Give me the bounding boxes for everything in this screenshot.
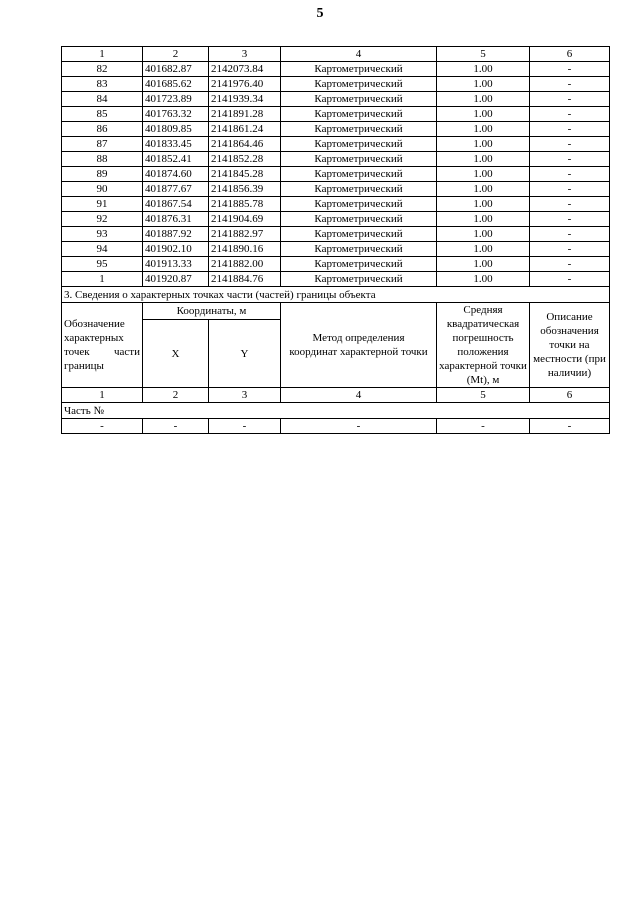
description-cell: - [530,122,610,137]
method-cell: Картометрический [281,62,437,77]
header-point-label-text: Обозначение характерных точек части границы [64,318,140,372]
description-cell: - [530,272,610,287]
mt-cell: 1.00 [437,107,530,122]
description-cell: - [530,197,610,212]
empty-cell: - [209,419,281,434]
mt-cell: 1.00 [437,272,530,287]
table-row [62,212,610,227]
table-row [62,92,610,107]
table-row [62,227,610,242]
x-coordinate-cell: 401867.54 [143,197,209,212]
description-cell: - [530,137,610,152]
method-cell: Картометрический [281,182,437,197]
page-number: 5 [316,6,324,21]
y-coordinate-cell: 2141891.28 [209,107,281,122]
method-cell: Картометрический [281,257,437,272]
method-cell: Картометрический [281,122,437,137]
x-coordinate-cell: 401763.32 [143,107,209,122]
mt-cell: 1.00 [437,77,530,92]
mt-cell: 1.00 [437,152,530,167]
description-cell: - [530,107,610,122]
col-number: 4 [281,388,437,403]
point-number-cell: 89 [62,167,143,182]
y-coordinate-cell: 2141861.24 [209,122,281,137]
method-cell: Картометрический [281,197,437,212]
part-number-label: Часть № [62,403,610,419]
description-cell: - [530,152,610,167]
y-coordinate-cell: 2141885.78 [209,197,281,212]
col-number: 2 [143,388,209,403]
header-point-label [62,303,143,388]
col-number: 1 [62,47,143,62]
y-coordinate-cell: 2141890.16 [209,242,281,257]
point-number-cell: 91 [62,197,143,212]
y-coordinate-cell: 2141856.39 [209,182,281,197]
mt-cell: 1.00 [437,122,530,137]
y-coordinate-cell: 2141904.69 [209,212,281,227]
table-row [62,272,610,287]
method-cell: Картометрический [281,92,437,107]
table-row [62,242,610,257]
point-number-cell: 92 [62,212,143,227]
y-coordinate-cell: 2141864.46 [209,137,281,152]
x-coordinate-cell: 401877.67 [143,182,209,197]
point-number-cell: 83 [62,77,143,92]
x-coordinate-cell: 401876.31 [143,212,209,227]
y-coordinate-cell: 2141976.40 [209,77,281,92]
empty-cell: - [281,419,437,434]
header-method: Метод определения координат характерной точки [281,303,437,388]
empty-part-row [62,419,610,434]
x-coordinate-cell: 401809.85 [143,122,209,137]
description-cell: - [530,257,610,272]
col-number: 6 [530,47,610,62]
point-number-cell: 86 [62,122,143,137]
mt-cell: 1.00 [437,242,530,257]
x-coordinate-cell: 401685.62 [143,77,209,92]
x-coordinate-cell: 401682.87 [143,62,209,77]
x-coordinate-cell: 401887.92 [143,227,209,242]
empty-cell: - [62,419,143,434]
section-3-header-row [62,303,610,320]
col-number: 3 [209,47,281,62]
x-coordinate-cell: 401902.10 [143,242,209,257]
empty-cell: - [143,419,209,434]
mt-cell: 1.00 [437,197,530,212]
header-mt: Средняя квадратическая погрешность положения характерной точки (Mt), м [437,303,530,388]
method-cell: Картометрический [281,167,437,182]
mt-cell: 1.00 [437,62,530,77]
table-row [62,257,610,272]
x-coordinate-cell: 401913.33 [143,257,209,272]
section-3-column-numbers-row [62,388,610,403]
col-number: 1 [62,388,143,403]
description-cell: - [530,92,610,107]
y-coordinate-cell: 2141939.34 [209,92,281,107]
header-x: X [143,320,209,388]
table-row [62,62,610,77]
header-y: Y [209,320,281,388]
col-number: 5 [437,47,530,62]
table-row [62,197,610,212]
column-numbers-row [62,47,610,62]
point-number-cell: 95 [62,257,143,272]
header-coords: Координаты, м [143,303,281,320]
y-coordinate-cell: 2141884.76 [209,272,281,287]
point-number-cell: 87 [62,137,143,152]
section-3-title: 3. Сведения о характерных точках части (частей) границы объекта [62,287,610,303]
y-coordinate-cell: 2141845.28 [209,167,281,182]
description-cell: - [530,227,610,242]
empty-cell: - [437,419,530,434]
method-cell: Картометрический [281,212,437,227]
point-number-cell: 85 [62,107,143,122]
description-cell: - [530,77,610,92]
method-cell: Картометрический [281,107,437,122]
point-number-cell: 1 [62,272,143,287]
x-coordinate-cell: 401852.41 [143,152,209,167]
point-number-cell: 93 [62,227,143,242]
description-cell: - [530,242,610,257]
description-cell: - [530,62,610,77]
header-desc: Описание обозначения точки на местности (при наличии) [530,303,610,388]
mt-cell: 1.00 [437,167,530,182]
x-coordinate-cell: 401874.60 [143,167,209,182]
empty-cell: - [530,419,610,434]
point-number-cell: 90 [62,182,143,197]
mt-cell: 1.00 [437,257,530,272]
method-cell: Картометрический [281,227,437,242]
col-number: 2 [143,47,209,62]
table-row [62,182,610,197]
col-number: 4 [281,47,437,62]
mt-cell: 1.00 [437,137,530,152]
point-number-cell: 82 [62,62,143,77]
point-number-cell: 88 [62,152,143,167]
table-row [62,137,610,152]
y-coordinate-cell: 2141882.97 [209,227,281,242]
method-cell: Картометрический [281,152,437,167]
description-cell: - [530,182,610,197]
coordinates-table [61,46,610,434]
table-row [62,107,610,122]
description-cell: - [530,212,610,227]
x-coordinate-cell: 401920.87 [143,272,209,287]
x-coordinate-cell: 401833.45 [143,137,209,152]
description-cell: - [530,167,610,182]
x-coordinate-cell: 401723.89 [143,92,209,107]
method-cell: Картометрический [281,272,437,287]
y-coordinate-cell: 2141882.00 [209,257,281,272]
col-number: 5 [437,388,530,403]
col-number: 3 [209,388,281,403]
point-number-cell: 84 [62,92,143,107]
table-row [62,167,610,182]
table-row [62,77,610,92]
method-cell: Картометрический [281,77,437,92]
y-coordinate-cell: 2142073.84 [209,62,281,77]
table-row [62,122,610,137]
mt-cell: 1.00 [437,212,530,227]
method-cell: Картометрический [281,242,437,257]
point-number-cell: 94 [62,242,143,257]
mt-cell: 1.00 [437,227,530,242]
col-number: 6 [530,388,610,403]
section-3-title-row [62,287,610,303]
part-number-row [62,403,610,419]
method-cell: Картометрический [281,137,437,152]
mt-cell: 1.00 [437,182,530,197]
y-coordinate-cell: 2141852.28 [209,152,281,167]
mt-cell: 1.00 [437,92,530,107]
table-row [62,152,610,167]
